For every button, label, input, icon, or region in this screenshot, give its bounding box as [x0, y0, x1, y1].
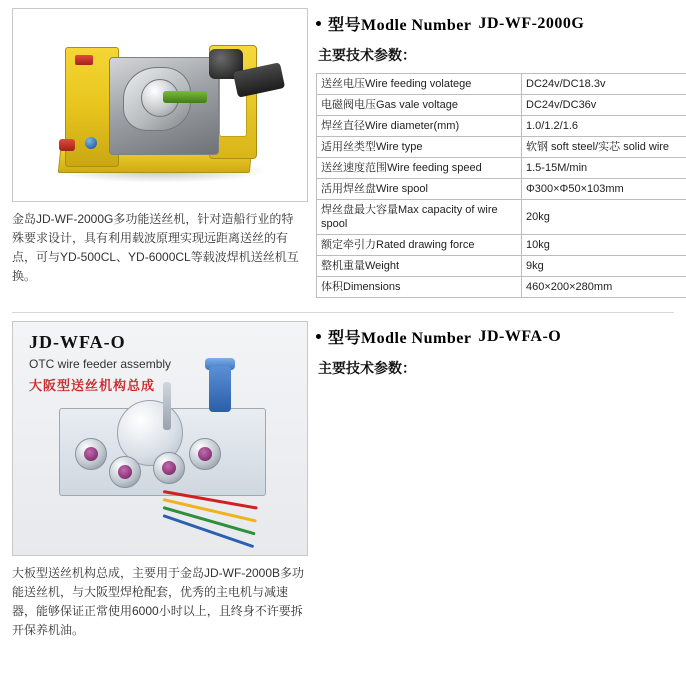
assembly-pressure-arm [163, 382, 171, 430]
table-row [317, 179, 686, 200]
spec-value: DC24v/DC18.3v [522, 74, 686, 95]
machine-red-knob [75, 55, 93, 65]
machine-green-part [163, 91, 207, 103]
roller-hub [84, 447, 98, 461]
model-prefix-label: 型号Modle Number [328, 17, 472, 34]
table-row [317, 200, 686, 235]
assembly-roller [75, 438, 107, 470]
spec-value: 1.5-15M/min [522, 158, 686, 179]
roller-hub [118, 465, 132, 479]
bullet-icon [316, 21, 321, 26]
table-row [317, 256, 686, 277]
spec-value: 460×200×280mm [522, 277, 686, 298]
product-media-column [12, 321, 314, 640]
spec-key: 送丝速度范围Wire feeding speed [317, 158, 522, 179]
assembly-roller [189, 438, 221, 470]
product-photo-frame [12, 321, 308, 556]
spec-key: 焊丝直径Wire diameter(mm) [317, 116, 522, 137]
table-row [317, 95, 686, 116]
spec-key: 整机重量Weight [317, 256, 522, 277]
product-block-jd-wf-2000g [0, 0, 686, 298]
spec-key: 焊丝盘最大容量Max capacity of wire spool [317, 200, 522, 235]
product-model-heading [316, 12, 686, 35]
spec-value: DC24v/DC36v [522, 95, 686, 116]
model-prefix-label: 型号Modle Number [328, 330, 472, 347]
table-row [317, 116, 686, 137]
spec-key: 活用焊丝盘Wire spool [317, 179, 522, 200]
roller-hub [198, 447, 212, 461]
poster-subtitle-cn: 大阪型送丝机构总成 [29, 378, 156, 393]
wire-red [163, 490, 258, 510]
product-spec-column [314, 8, 686, 298]
spec-key: 体积Dimensions [317, 277, 522, 298]
product-block-jd-wfa-o [0, 313, 686, 640]
product-model-heading [316, 325, 676, 348]
bullet-icon [316, 334, 321, 339]
product-caption: 金岛JD-WF-2000G多功能送丝机，针对造船行业的特殊要求设计，具有利用载波原理实现远距离送丝的有点，可与YD-500CL、YD-6000CL等载波焊机送丝机互换。 [12, 212, 299, 283]
table-row [317, 277, 686, 298]
assembly-wire-harness [163, 488, 273, 532]
spec-section-title: 主要技术参数： [318, 49, 416, 64]
product-caption: 大板型送丝机构总成，主要用于金岛JD-WF-2000B多功能送丝机，与大阪型焊枪配套，优秀的主电机与减速器，能够保证正常使用6000小时以上，且终身不许要拆开保养机油。 [12, 566, 305, 637]
product-photo-frame [12, 8, 308, 202]
poster-title: JD-WFA-O [29, 332, 126, 352]
spec-value: 1.0/1.2/1.6 [522, 116, 686, 137]
model-number-value: JD-WF-2000G [478, 14, 585, 32]
table-row [317, 137, 686, 158]
spec-key: 适用丝类型Wire type [317, 137, 522, 158]
spec-section-title: 主要技术参数： [318, 362, 416, 377]
spec-key: 电磁阀电压Gas vale voltage [317, 95, 522, 116]
spec-value: Φ300×Φ50×103mm [522, 179, 686, 200]
spec-table-jd-wf-2000g [316, 73, 686, 298]
wire-feeder-assembly-poster [13, 322, 307, 555]
wire-feeder-photo [13, 9, 307, 201]
roller-hub [162, 461, 176, 475]
table-row [317, 74, 686, 95]
spec-key: 额定牵引力Rated drawing force [317, 235, 522, 256]
product-spec-column [314, 321, 676, 386]
table-row [317, 235, 686, 256]
table-row [317, 158, 686, 179]
spec-table-body [317, 74, 686, 298]
poster-subtitle-en: OTC wire feeder assembly [29, 357, 172, 371]
spec-value: 软钢 soft steel/实芯 solid wire [522, 137, 686, 158]
spec-value: 20kg [522, 200, 686, 235]
spec-value: 9kg [522, 256, 686, 277]
product-media-column [12, 8, 314, 286]
spec-key: 送丝电压Wire feeding volatege [317, 74, 522, 95]
machine-red-terminal [59, 139, 75, 151]
assembly-roller [153, 452, 185, 484]
assembly-motor [209, 366, 231, 412]
model-number-value: JD-WFA-O [478, 327, 562, 345]
machine-blue-connector [85, 137, 97, 149]
assembly-roller [109, 456, 141, 488]
spec-value: 10kg [522, 235, 686, 256]
